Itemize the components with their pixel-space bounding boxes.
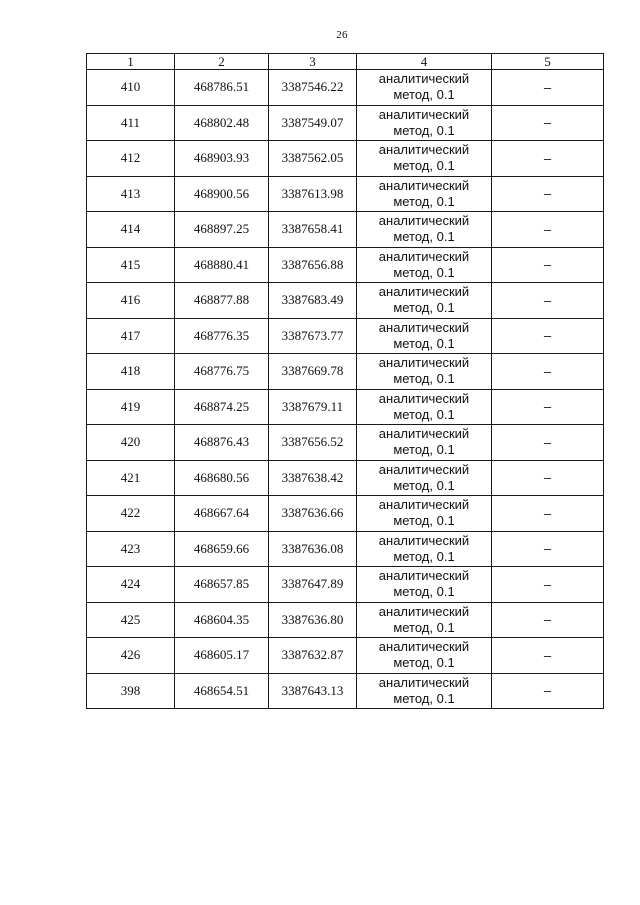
y-coordinate-cell: 3387669.78 — [269, 354, 357, 390]
y-coordinate-cell: 3387636.66 — [269, 496, 357, 532]
point-number-cell: 420 — [87, 425, 175, 461]
point-number-cell: 416 — [87, 283, 175, 319]
table-row — [87, 70, 604, 106]
column-header-4: 4 — [357, 54, 492, 70]
point-number-cell: 426 — [87, 638, 175, 674]
note-cell: – — [492, 496, 604, 532]
x-coordinate-cell: 468903.93 — [175, 141, 269, 177]
method-cell — [357, 247, 492, 283]
method-cell — [357, 318, 492, 354]
x-coordinate-cell: 468897.25 — [175, 212, 269, 248]
x-coordinate-cell: 468667.64 — [175, 496, 269, 532]
method-cell — [357, 283, 492, 319]
method-line-1: аналитический — [378, 497, 470, 513]
method-line-1: аналитический — [378, 142, 470, 158]
header-row — [87, 54, 604, 70]
table-body — [87, 70, 604, 709]
table-row — [87, 602, 604, 638]
method-cell — [357, 70, 492, 106]
note-cell: – — [492, 460, 604, 496]
note-cell: – — [492, 673, 604, 709]
method-line-2: метод, 0.1 — [393, 619, 455, 635]
method-line-2: метод, 0.1 — [393, 300, 455, 316]
table-row — [87, 105, 604, 141]
point-number-cell: 414 — [87, 212, 175, 248]
method-line-1: аналитический — [378, 319, 470, 335]
table-row — [87, 425, 604, 461]
method-cell — [357, 567, 492, 603]
method-line-2: метод, 0.1 — [393, 229, 455, 245]
note-cell: – — [492, 247, 604, 283]
method-line-1: аналитический — [378, 639, 470, 655]
x-coordinate-cell: 468776.75 — [175, 354, 269, 390]
method-line-2: метод, 0.1 — [393, 87, 455, 103]
method-cell — [357, 496, 492, 532]
x-coordinate-cell: 468874.25 — [175, 389, 269, 425]
point-number-cell: 423 — [87, 531, 175, 567]
method-cell — [357, 141, 492, 177]
method-line-2: метод, 0.1 — [393, 122, 455, 138]
point-number-cell: 421 — [87, 460, 175, 496]
method-line-1: аналитический — [378, 674, 470, 690]
note-cell: – — [492, 283, 604, 319]
table-row — [87, 531, 604, 567]
column-header-1: 1 — [87, 54, 175, 70]
note-cell: – — [492, 567, 604, 603]
note-cell: – — [492, 602, 604, 638]
method-line-1: аналитический — [378, 213, 470, 229]
x-coordinate-cell: 468786.51 — [175, 70, 269, 106]
x-coordinate-cell: 468657.85 — [175, 567, 269, 603]
method-cell — [357, 638, 492, 674]
y-coordinate-cell: 3387546.22 — [269, 70, 357, 106]
y-coordinate-cell: 3387562.05 — [269, 141, 357, 177]
column-header-3: 3 — [269, 54, 357, 70]
method-line-2: метод, 0.1 — [393, 548, 455, 564]
x-coordinate-cell: 468659.66 — [175, 531, 269, 567]
column-header-5: 5 — [492, 54, 604, 70]
y-coordinate-cell: 3387679.11 — [269, 389, 357, 425]
method-line-1: аналитический — [378, 106, 470, 122]
method-cell — [357, 425, 492, 461]
y-coordinate-cell: 3387647.89 — [269, 567, 357, 603]
y-coordinate-cell: 3387549.07 — [269, 105, 357, 141]
method-line-2: метод, 0.1 — [393, 513, 455, 529]
method-line-1: аналитический — [378, 284, 470, 300]
table-row — [87, 283, 604, 319]
method-line-1: аналитический — [378, 71, 470, 87]
method-line-1: аналитический — [378, 532, 470, 548]
point-number-cell: 418 — [87, 354, 175, 390]
table-header — [87, 54, 604, 70]
table-row — [87, 567, 604, 603]
point-number-cell: 419 — [87, 389, 175, 425]
method-line-2: метод, 0.1 — [393, 193, 455, 209]
method-cell — [357, 212, 492, 248]
coordinates-table — [86, 53, 604, 709]
note-cell: – — [492, 176, 604, 212]
method-line-1: аналитический — [378, 603, 470, 619]
point-number-cell: 417 — [87, 318, 175, 354]
y-coordinate-cell: 3387638.42 — [269, 460, 357, 496]
method-cell — [357, 602, 492, 638]
note-cell: – — [492, 141, 604, 177]
method-line-1: аналитический — [378, 568, 470, 584]
note-cell: – — [492, 105, 604, 141]
x-coordinate-cell: 468877.88 — [175, 283, 269, 319]
table-row — [87, 354, 604, 390]
x-coordinate-cell: 468900.56 — [175, 176, 269, 212]
table-row — [87, 318, 604, 354]
y-coordinate-cell: 3387683.49 — [269, 283, 357, 319]
point-number-cell: 410 — [87, 70, 175, 106]
y-coordinate-cell: 3387613.98 — [269, 176, 357, 212]
table-row — [87, 673, 604, 709]
y-coordinate-cell: 3387658.41 — [269, 212, 357, 248]
note-cell: – — [492, 318, 604, 354]
method-line-2: метод, 0.1 — [393, 406, 455, 422]
method-line-2: метод, 0.1 — [393, 158, 455, 174]
method-line-2: метод, 0.1 — [393, 690, 455, 706]
y-coordinate-cell: 3387636.80 — [269, 602, 357, 638]
method-line-1: аналитический — [378, 177, 470, 193]
table-row — [87, 638, 604, 674]
table-row — [87, 460, 604, 496]
method-line-1: аналитический — [378, 426, 470, 442]
method-line-2: метод, 0.1 — [393, 371, 455, 387]
note-cell: – — [492, 354, 604, 390]
method-cell — [357, 531, 492, 567]
point-number-cell: 422 — [87, 496, 175, 532]
note-cell: – — [492, 425, 604, 461]
method-line-1: аналитический — [378, 355, 470, 371]
page-number: 26 — [336, 29, 348, 41]
y-coordinate-cell: 3387656.52 — [269, 425, 357, 461]
method-line-2: метод, 0.1 — [393, 442, 455, 458]
method-cell — [357, 105, 492, 141]
table-row — [87, 141, 604, 177]
column-header-2: 2 — [175, 54, 269, 70]
point-number-cell: 424 — [87, 567, 175, 603]
y-coordinate-cell: 3387656.88 — [269, 247, 357, 283]
note-cell: – — [492, 212, 604, 248]
point-number-cell: 412 — [87, 141, 175, 177]
method-cell — [357, 354, 492, 390]
y-coordinate-cell: 3387636.08 — [269, 531, 357, 567]
method-line-1: аналитический — [378, 461, 470, 477]
table-row — [87, 496, 604, 532]
method-line-2: метод, 0.1 — [393, 335, 455, 351]
table-row — [87, 389, 604, 425]
method-line-2: метод, 0.1 — [393, 264, 455, 280]
x-coordinate-cell: 468654.51 — [175, 673, 269, 709]
x-coordinate-cell: 468876.43 — [175, 425, 269, 461]
x-coordinate-cell: 468604.35 — [175, 602, 269, 638]
point-number-cell: 411 — [87, 105, 175, 141]
x-coordinate-cell: 468802.48 — [175, 105, 269, 141]
method-cell — [357, 389, 492, 425]
point-number-cell: 415 — [87, 247, 175, 283]
note-cell: – — [492, 531, 604, 567]
method-line-1: аналитический — [378, 390, 470, 406]
method-cell — [357, 460, 492, 496]
x-coordinate-cell: 468605.17 — [175, 638, 269, 674]
table-row — [87, 247, 604, 283]
point-number-cell: 413 — [87, 176, 175, 212]
point-number-cell: 398 — [87, 673, 175, 709]
method-line-2: метод, 0.1 — [393, 655, 455, 671]
x-coordinate-cell: 468680.56 — [175, 460, 269, 496]
method-line-2: метод, 0.1 — [393, 477, 455, 493]
x-coordinate-cell: 468776.35 — [175, 318, 269, 354]
y-coordinate-cell: 3387632.87 — [269, 638, 357, 674]
method-cell — [357, 673, 492, 709]
note-cell: – — [492, 70, 604, 106]
y-coordinate-cell: 3387673.77 — [269, 318, 357, 354]
method-line-2: метод, 0.1 — [393, 584, 455, 600]
note-cell: – — [492, 389, 604, 425]
table-row — [87, 176, 604, 212]
method-line-1: аналитический — [378, 248, 470, 264]
y-coordinate-cell: 3387643.13 — [269, 673, 357, 709]
method-cell — [357, 176, 492, 212]
table-row — [87, 212, 604, 248]
note-cell: – — [492, 638, 604, 674]
point-number-cell: 425 — [87, 602, 175, 638]
x-coordinate-cell: 468880.41 — [175, 247, 269, 283]
